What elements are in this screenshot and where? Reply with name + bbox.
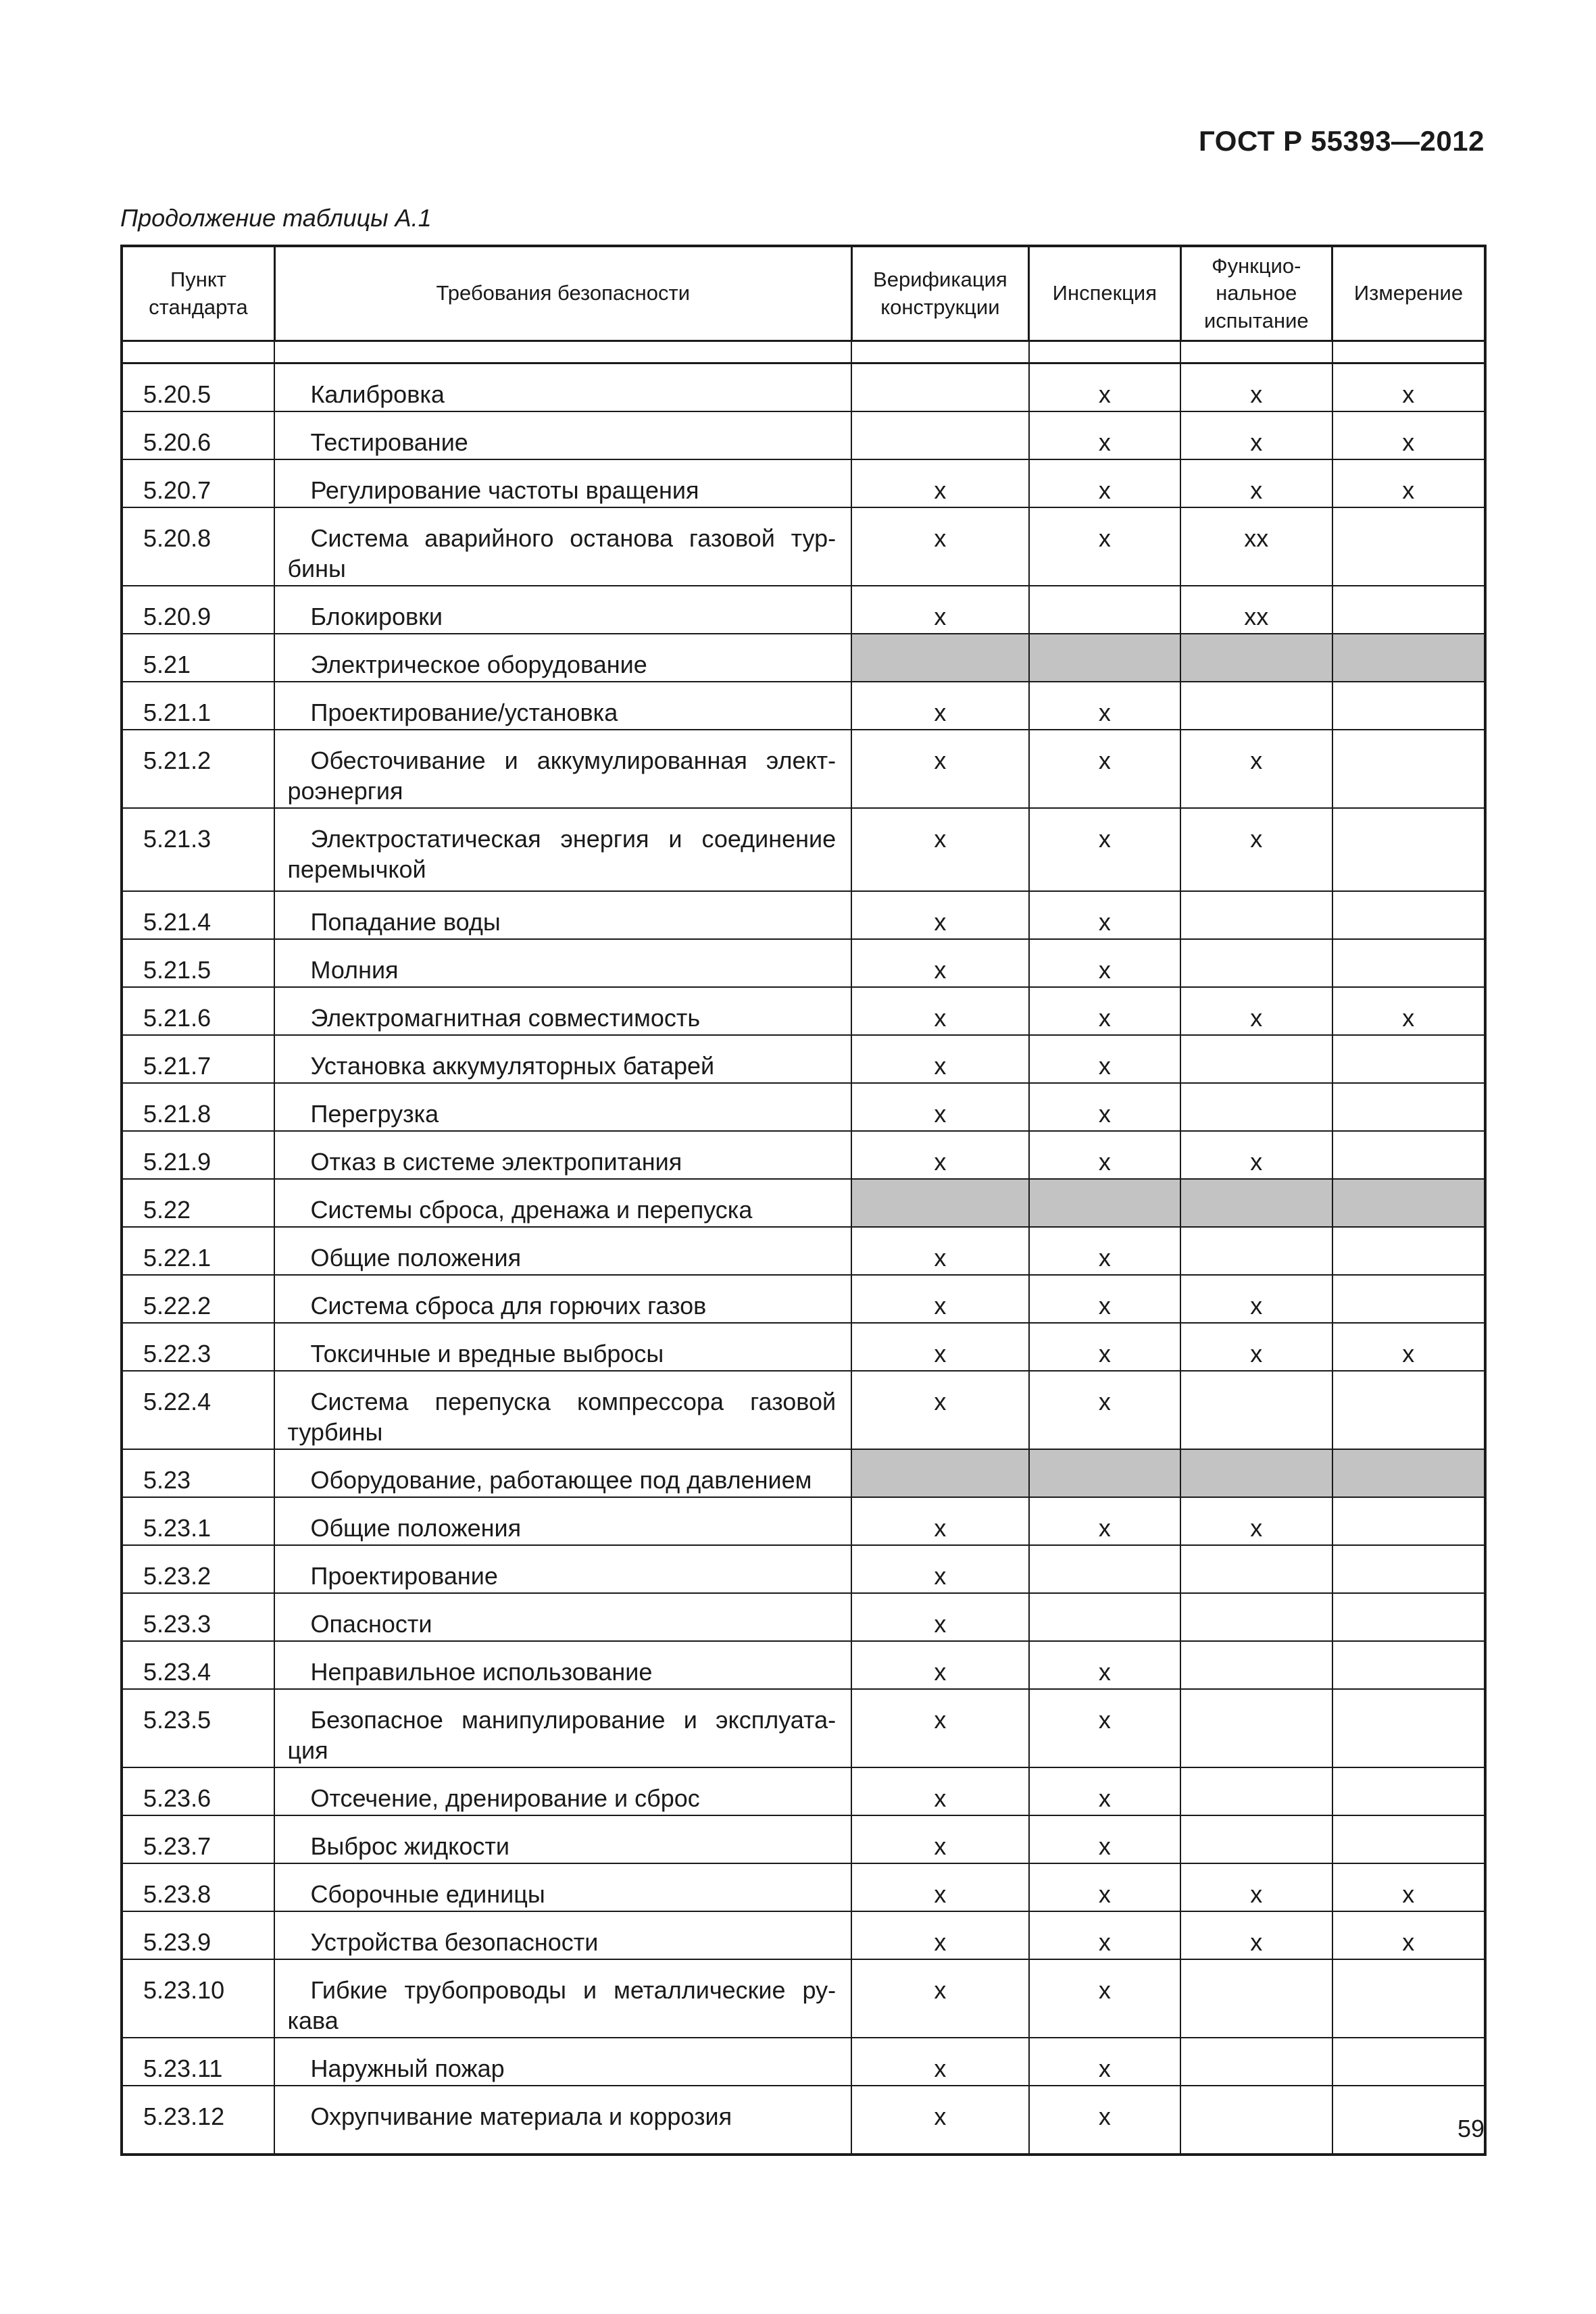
- table-row: [122, 682, 1485, 730]
- requirement-text: Перегрузка: [310, 1100, 439, 1128]
- design-verification-mark: x: [851, 939, 1029, 987]
- requirement-text: Электромагнитная совместимость: [310, 1004, 701, 1032]
- measurement-mark: x: [1332, 1911, 1485, 1959]
- requirement-cell: [274, 363, 851, 412]
- measurement-mark: [1332, 586, 1485, 634]
- design-verification-mark: x: [851, 1863, 1029, 1911]
- requirement-cell: [274, 808, 851, 891]
- functional-test-mark: [1180, 2086, 1332, 2155]
- inspection-mark: x: [1029, 939, 1180, 987]
- design-verification-mark: x: [851, 730, 1029, 808]
- design-verification-mark: x: [851, 1815, 1029, 1863]
- measurement-mark: [1332, 1815, 1485, 1863]
- measurement-mark: [1332, 1449, 1485, 1497]
- design-verification-mark: x: [851, 1275, 1029, 1323]
- inspection-mark: x: [1029, 1275, 1180, 1323]
- clause-number: 5.23.1: [122, 1497, 274, 1545]
- table-row: [122, 459, 1485, 507]
- inspection-mark: x: [1029, 730, 1180, 808]
- requirement-text: Выброс жидкости: [310, 1832, 509, 1860]
- clause-number: 5.20.6: [122, 411, 274, 459]
- table-row: [122, 1911, 1485, 1959]
- requirement-cell: [274, 1911, 851, 1959]
- table-row: [122, 1131, 1485, 1179]
- requirement-cell: [274, 1689, 851, 1767]
- functional-test-mark: xx: [1180, 586, 1332, 634]
- design-verification-mark: x: [851, 1371, 1029, 1449]
- clause-number: 5.23.7: [122, 1815, 274, 1863]
- requirement-text: Молния: [310, 956, 399, 984]
- requirement-text: Общие положения: [310, 1244, 522, 1272]
- measurement-mark: [1332, 1641, 1485, 1689]
- inspection-mark: x: [1029, 459, 1180, 507]
- design-verification-mark: [851, 1449, 1029, 1497]
- clause-number: 5.23.2: [122, 1545, 274, 1593]
- inspection-mark: x: [1029, 411, 1180, 459]
- functional-test-mark: x: [1180, 987, 1332, 1035]
- requirement-cell: [274, 2038, 851, 2086]
- requirement-text: Система сброса для горючих газов: [310, 1292, 707, 1319]
- table-row: [122, 363, 1485, 412]
- clause-number: 5.21.7: [122, 1035, 274, 1083]
- clause-number: 5.21.6: [122, 987, 274, 1035]
- clause-number: 5.21.2: [122, 730, 274, 808]
- requirement-cell: [274, 2086, 851, 2155]
- document-code: ГОСТ Р 55393—2012: [1199, 125, 1485, 157]
- inspection-mark: x: [1029, 1083, 1180, 1131]
- table-row: [122, 1227, 1485, 1275]
- clause-number: 5.22.3: [122, 1323, 274, 1371]
- functional-test-mark: [1180, 939, 1332, 987]
- inspection-mark: x: [1029, 1911, 1180, 1959]
- clause-number: 5.23.11: [122, 2038, 274, 2086]
- clause-number: 5.23.8: [122, 1863, 274, 1911]
- table-section-row: [122, 1179, 1485, 1227]
- functional-test-mark: [1180, 1227, 1332, 1275]
- requirement-text: Опасности: [310, 1610, 432, 1638]
- table-section-row: [122, 1449, 1485, 1497]
- inspection-mark: x: [1029, 1497, 1180, 1545]
- clause-number: 5.22.1: [122, 1227, 274, 1275]
- requirement-text: Калибровка: [310, 380, 445, 408]
- design-verification-mark: x: [851, 2038, 1029, 2086]
- requirement-text: Безопасное манипулирование и эксплуата-ция: [287, 1706, 837, 1764]
- inspection-mark: [1029, 1179, 1180, 1227]
- requirement-text: Регулирование частоты вращения: [310, 476, 699, 504]
- measurement-mark: [1332, 1227, 1485, 1275]
- inspection-mark: [1029, 1545, 1180, 1593]
- requirement-cell: [274, 987, 851, 1035]
- inspection-mark: x: [1029, 1689, 1180, 1767]
- clause-number: 5.22.2: [122, 1275, 274, 1323]
- inspection-mark: [1029, 586, 1180, 634]
- requirement-text: Система аварийного останова газовой тур-бины: [287, 524, 837, 582]
- measurement-mark: [1332, 2038, 1485, 2086]
- inspection-mark: x: [1029, 1227, 1180, 1275]
- requirement-cell: [274, 1371, 851, 1449]
- clause-number: 5.20.8: [122, 507, 274, 586]
- functional-test-mark: x: [1180, 808, 1332, 891]
- table-row: [122, 1641, 1485, 1689]
- inspection-mark: [1029, 634, 1180, 682]
- requirement-text: Отказ в системе электропитания: [310, 1148, 682, 1176]
- functional-test-mark: [1180, 891, 1332, 939]
- measurement-mark: [1332, 634, 1485, 682]
- requirement-text: Сборочные единицы: [310, 1880, 545, 1908]
- functional-test-mark: x: [1180, 1911, 1332, 1959]
- table-row: [122, 1815, 1485, 1863]
- design-verification-mark: x: [851, 987, 1029, 1035]
- requirement-text: Тестирование: [310, 428, 468, 456]
- design-verification-mark: x: [851, 2086, 1029, 2155]
- design-verification-mark: x: [851, 1083, 1029, 1131]
- inspection-mark: [1029, 1593, 1180, 1641]
- clause-number: 5.23.9: [122, 1911, 274, 1959]
- requirement-cell: [274, 682, 851, 730]
- clause-number: 5.23.3: [122, 1593, 274, 1641]
- table-row: [122, 411, 1485, 459]
- requirement-text: Электрическое оборудование: [310, 651, 647, 678]
- functional-test-mark: [1180, 634, 1332, 682]
- measurement-mark: [1332, 1131, 1485, 1179]
- inspection-mark: x: [1029, 987, 1180, 1035]
- functional-test-mark: [1180, 1083, 1332, 1131]
- design-verification-mark: x: [851, 1689, 1029, 1767]
- clause-number: 5.23.12: [122, 2086, 274, 2155]
- measurement-mark: [1332, 1497, 1485, 1545]
- table-row: [122, 1689, 1485, 1767]
- table-row: [122, 2038, 1485, 2086]
- measurement-mark: [1332, 939, 1485, 987]
- measurement-mark: x: [1332, 987, 1485, 1035]
- clause-number: 5.23.5: [122, 1689, 274, 1767]
- requirement-text: Гибкие трубопроводы и металлические ру-кава: [287, 1976, 837, 2034]
- functional-test-mark: [1180, 1767, 1332, 1815]
- clause-number: 5.23.6: [122, 1767, 274, 1815]
- functional-test-mark: [1180, 1689, 1332, 1767]
- clause-number: 5.23.10: [122, 1959, 274, 2038]
- table-row: [122, 730, 1485, 808]
- col-header-clause: Пункт стандарта: [122, 246, 274, 341]
- requirement-cell: [274, 1545, 851, 1593]
- measurement-mark: [1332, 808, 1485, 891]
- design-verification-mark: [851, 1179, 1029, 1227]
- requirement-cell: [274, 634, 851, 682]
- requirement-cell: [274, 507, 851, 586]
- col-header-functional-test: Функцио-нальное испытание: [1180, 246, 1332, 341]
- design-verification-mark: x: [851, 1131, 1029, 1179]
- design-verification-mark: x: [851, 507, 1029, 586]
- requirement-cell: [274, 1959, 851, 2038]
- inspection-mark: x: [1029, 1323, 1180, 1371]
- requirement-text: Проектирование: [310, 1562, 498, 1590]
- measurement-mark: [1332, 1275, 1485, 1323]
- requirement-cell: [274, 1179, 851, 1227]
- measurement-mark: [1332, 730, 1485, 808]
- requirement-text: Токсичные и вредные выбросы: [310, 1340, 664, 1367]
- measurement-mark: [1332, 1767, 1485, 1815]
- measurement-mark: [1332, 507, 1485, 586]
- design-verification-mark: x: [851, 1497, 1029, 1545]
- requirement-cell: [274, 1323, 851, 1371]
- clause-number: 5.20.5: [122, 363, 274, 412]
- requirement-cell: [274, 1593, 851, 1641]
- requirement-cell: [274, 1815, 851, 1863]
- clause-number: 5.21.9: [122, 1131, 274, 1179]
- col-header-design-verification: Верификация конструкции: [851, 246, 1029, 341]
- requirement-cell: [274, 1227, 851, 1275]
- clause-number: 5.21.4: [122, 891, 274, 939]
- design-verification-mark: [851, 634, 1029, 682]
- header-separator: [122, 341, 1485, 363]
- inspection-mark: x: [1029, 2038, 1180, 2086]
- design-verification-mark: x: [851, 1545, 1029, 1593]
- table-row: [122, 1371, 1485, 1449]
- requirement-cell: [274, 1275, 851, 1323]
- requirement-text: Общие положения: [310, 1514, 522, 1542]
- functional-test-mark: [1180, 1815, 1332, 1863]
- table-row: [122, 939, 1485, 987]
- table-row: [122, 1323, 1485, 1371]
- requirement-cell: [274, 730, 851, 808]
- table-row: [122, 1767, 1485, 1815]
- inspection-mark: x: [1029, 1371, 1180, 1449]
- design-verification-mark: x: [851, 1593, 1029, 1641]
- table-caption: Продолжение таблицы А.1: [120, 204, 432, 232]
- table-row: [122, 1275, 1485, 1323]
- functional-test-mark: [1180, 1641, 1332, 1689]
- functional-test-mark: [1180, 1959, 1332, 2038]
- requirement-cell: [274, 411, 851, 459]
- requirement-cell: [274, 939, 851, 987]
- functional-test-mark: [1180, 682, 1332, 730]
- table-row: [122, 987, 1485, 1035]
- inspection-mark: x: [1029, 1641, 1180, 1689]
- requirement-text: Неправильное использование: [310, 1658, 653, 1686]
- design-verification-mark: [851, 411, 1029, 459]
- requirement-cell: [274, 459, 851, 507]
- requirement-cell: [274, 1863, 851, 1911]
- inspection-mark: x: [1029, 1035, 1180, 1083]
- clause-number: 5.21.3: [122, 808, 274, 891]
- table-row: [122, 1035, 1485, 1083]
- measurement-mark: x: [1332, 459, 1485, 507]
- col-header-measurement: Измерение: [1332, 246, 1485, 341]
- design-verification-mark: x: [851, 891, 1029, 939]
- measurement-mark: [1332, 1035, 1485, 1083]
- design-verification-mark: x: [851, 1767, 1029, 1815]
- col-header-requirements: Требования безопасности: [274, 246, 851, 341]
- design-verification-mark: [851, 363, 1029, 412]
- requirement-cell: [274, 1035, 851, 1083]
- measurement-mark: [1332, 1083, 1485, 1131]
- inspection-mark: x: [1029, 1767, 1180, 1815]
- inspection-mark: x: [1029, 1815, 1180, 1863]
- design-verification-mark: x: [851, 808, 1029, 891]
- inspection-mark: x: [1029, 682, 1180, 730]
- measurement-mark: x: [1332, 363, 1485, 412]
- measurement-mark: [1332, 1545, 1485, 1593]
- table-body: [122, 341, 1485, 2155]
- functional-test-mark: [1180, 1179, 1332, 1227]
- table-header-row: [122, 246, 1485, 341]
- requirement-text: Отсечение, дренирование и сброс: [310, 1784, 700, 1812]
- requirement-text: Блокировки: [310, 603, 443, 630]
- functional-test-mark: xx: [1180, 507, 1332, 586]
- inspection-mark: x: [1029, 2086, 1180, 2155]
- functional-test-mark: [1180, 1449, 1332, 1497]
- table-row: [122, 808, 1485, 891]
- functional-test-mark: [1180, 1545, 1332, 1593]
- clause-number: 5.23.4: [122, 1641, 274, 1689]
- requirement-cell: [274, 586, 851, 634]
- requirement-cell: [274, 1131, 851, 1179]
- clause-number: 5.21: [122, 634, 274, 682]
- measurement-mark: [1332, 682, 1485, 730]
- measurement-mark: [1332, 891, 1485, 939]
- functional-test-mark: x: [1180, 1275, 1332, 1323]
- requirement-cell: [274, 891, 851, 939]
- clause-number: 5.21.5: [122, 939, 274, 987]
- design-verification-mark: x: [851, 1323, 1029, 1371]
- page-number: 59: [1457, 2115, 1485, 2142]
- clause-number: 5.21.1: [122, 682, 274, 730]
- requirement-text: Проектирование/установка: [310, 699, 618, 726]
- table-row: [122, 507, 1485, 586]
- measurement-mark: x: [1332, 1863, 1485, 1911]
- functional-test-mark: x: [1180, 1863, 1332, 1911]
- measurement-mark: x: [1332, 411, 1485, 459]
- requirement-text: Оборудование, работающее под давлением: [310, 1466, 812, 1494]
- requirement-text: Охрупчивание материала и коррозия: [310, 2103, 732, 2130]
- inspection-mark: x: [1029, 507, 1180, 586]
- requirement-text: Установка аккумуляторных батарей: [310, 1052, 715, 1080]
- measurement-mark: [1332, 1959, 1485, 2038]
- inspection-mark: x: [1029, 1131, 1180, 1179]
- design-verification-mark: x: [851, 459, 1029, 507]
- design-verification-mark: x: [851, 1641, 1029, 1689]
- clause-number: 5.22: [122, 1179, 274, 1227]
- inspection-mark: x: [1029, 1959, 1180, 2038]
- requirement-cell: [274, 1497, 851, 1545]
- measurement-mark: [1332, 1689, 1485, 1767]
- requirements-table: [120, 245, 1487, 2156]
- table-row: [122, 1959, 1485, 2038]
- measurement-mark: [1332, 1371, 1485, 1449]
- requirement-cell: [274, 1767, 851, 1815]
- functional-test-mark: x: [1180, 363, 1332, 412]
- requirement-text: Обесточивание и аккумулированная элект-роэнергия: [287, 747, 837, 805]
- functional-test-mark: x: [1180, 1497, 1332, 1545]
- functional-test-mark: x: [1180, 730, 1332, 808]
- design-verification-mark: x: [851, 1959, 1029, 2038]
- requirement-text: Наружный пожар: [310, 2055, 505, 2082]
- requirement-text: Устройства безопасности: [310, 1928, 599, 1956]
- functional-test-mark: x: [1180, 1323, 1332, 1371]
- table-row: [122, 891, 1485, 939]
- design-verification-mark: x: [851, 1911, 1029, 1959]
- inspection-mark: x: [1029, 1863, 1180, 1911]
- clause-number: 5.21.8: [122, 1083, 274, 1131]
- functional-test-mark: [1180, 1371, 1332, 1449]
- table-row: [122, 1497, 1485, 1545]
- requirement-text: Попадание воды: [310, 908, 501, 936]
- col-header-inspection: Инспекция: [1029, 246, 1180, 341]
- clause-number: 5.22.4: [122, 1371, 274, 1449]
- inspection-mark: x: [1029, 363, 1180, 412]
- measurement-mark: [1332, 1593, 1485, 1641]
- table-row: [122, 1863, 1485, 1911]
- requirement-cell: [274, 1449, 851, 1497]
- functional-test-mark: x: [1180, 411, 1332, 459]
- requirement-text: Системы сброса, дренажа и перепуска: [310, 1196, 753, 1224]
- functional-test-mark: x: [1180, 459, 1332, 507]
- requirement-text: Система перепуска компрессора газовой турбины: [287, 1388, 837, 1446]
- table-row: [122, 1083, 1485, 1131]
- requirement-text: Электростатическая энергия и соединение перемычкой: [287, 825, 837, 883]
- table-row: [122, 2086, 1485, 2155]
- table-section-row: [122, 634, 1485, 682]
- functional-test-mark: [1180, 1593, 1332, 1641]
- requirement-cell: [274, 1083, 851, 1131]
- table-row: [122, 586, 1485, 634]
- design-verification-mark: x: [851, 1227, 1029, 1275]
- measurement-mark: [1332, 1179, 1485, 1227]
- design-verification-mark: x: [851, 1035, 1029, 1083]
- requirement-cell: [274, 1641, 851, 1689]
- clause-number: 5.23: [122, 1449, 274, 1497]
- table-row: [122, 1545, 1485, 1593]
- table-row: [122, 1593, 1485, 1641]
- design-verification-mark: x: [851, 586, 1029, 634]
- functional-test-mark: [1180, 1035, 1332, 1083]
- design-verification-mark: x: [851, 682, 1029, 730]
- functional-test-mark: [1180, 2038, 1332, 2086]
- inspection-mark: [1029, 1449, 1180, 1497]
- inspection-mark: x: [1029, 808, 1180, 891]
- clause-number: 5.20.7: [122, 459, 274, 507]
- measurement-mark: x: [1332, 1323, 1485, 1371]
- functional-test-mark: x: [1180, 1131, 1332, 1179]
- clause-number: 5.20.9: [122, 586, 274, 634]
- inspection-mark: x: [1029, 891, 1180, 939]
